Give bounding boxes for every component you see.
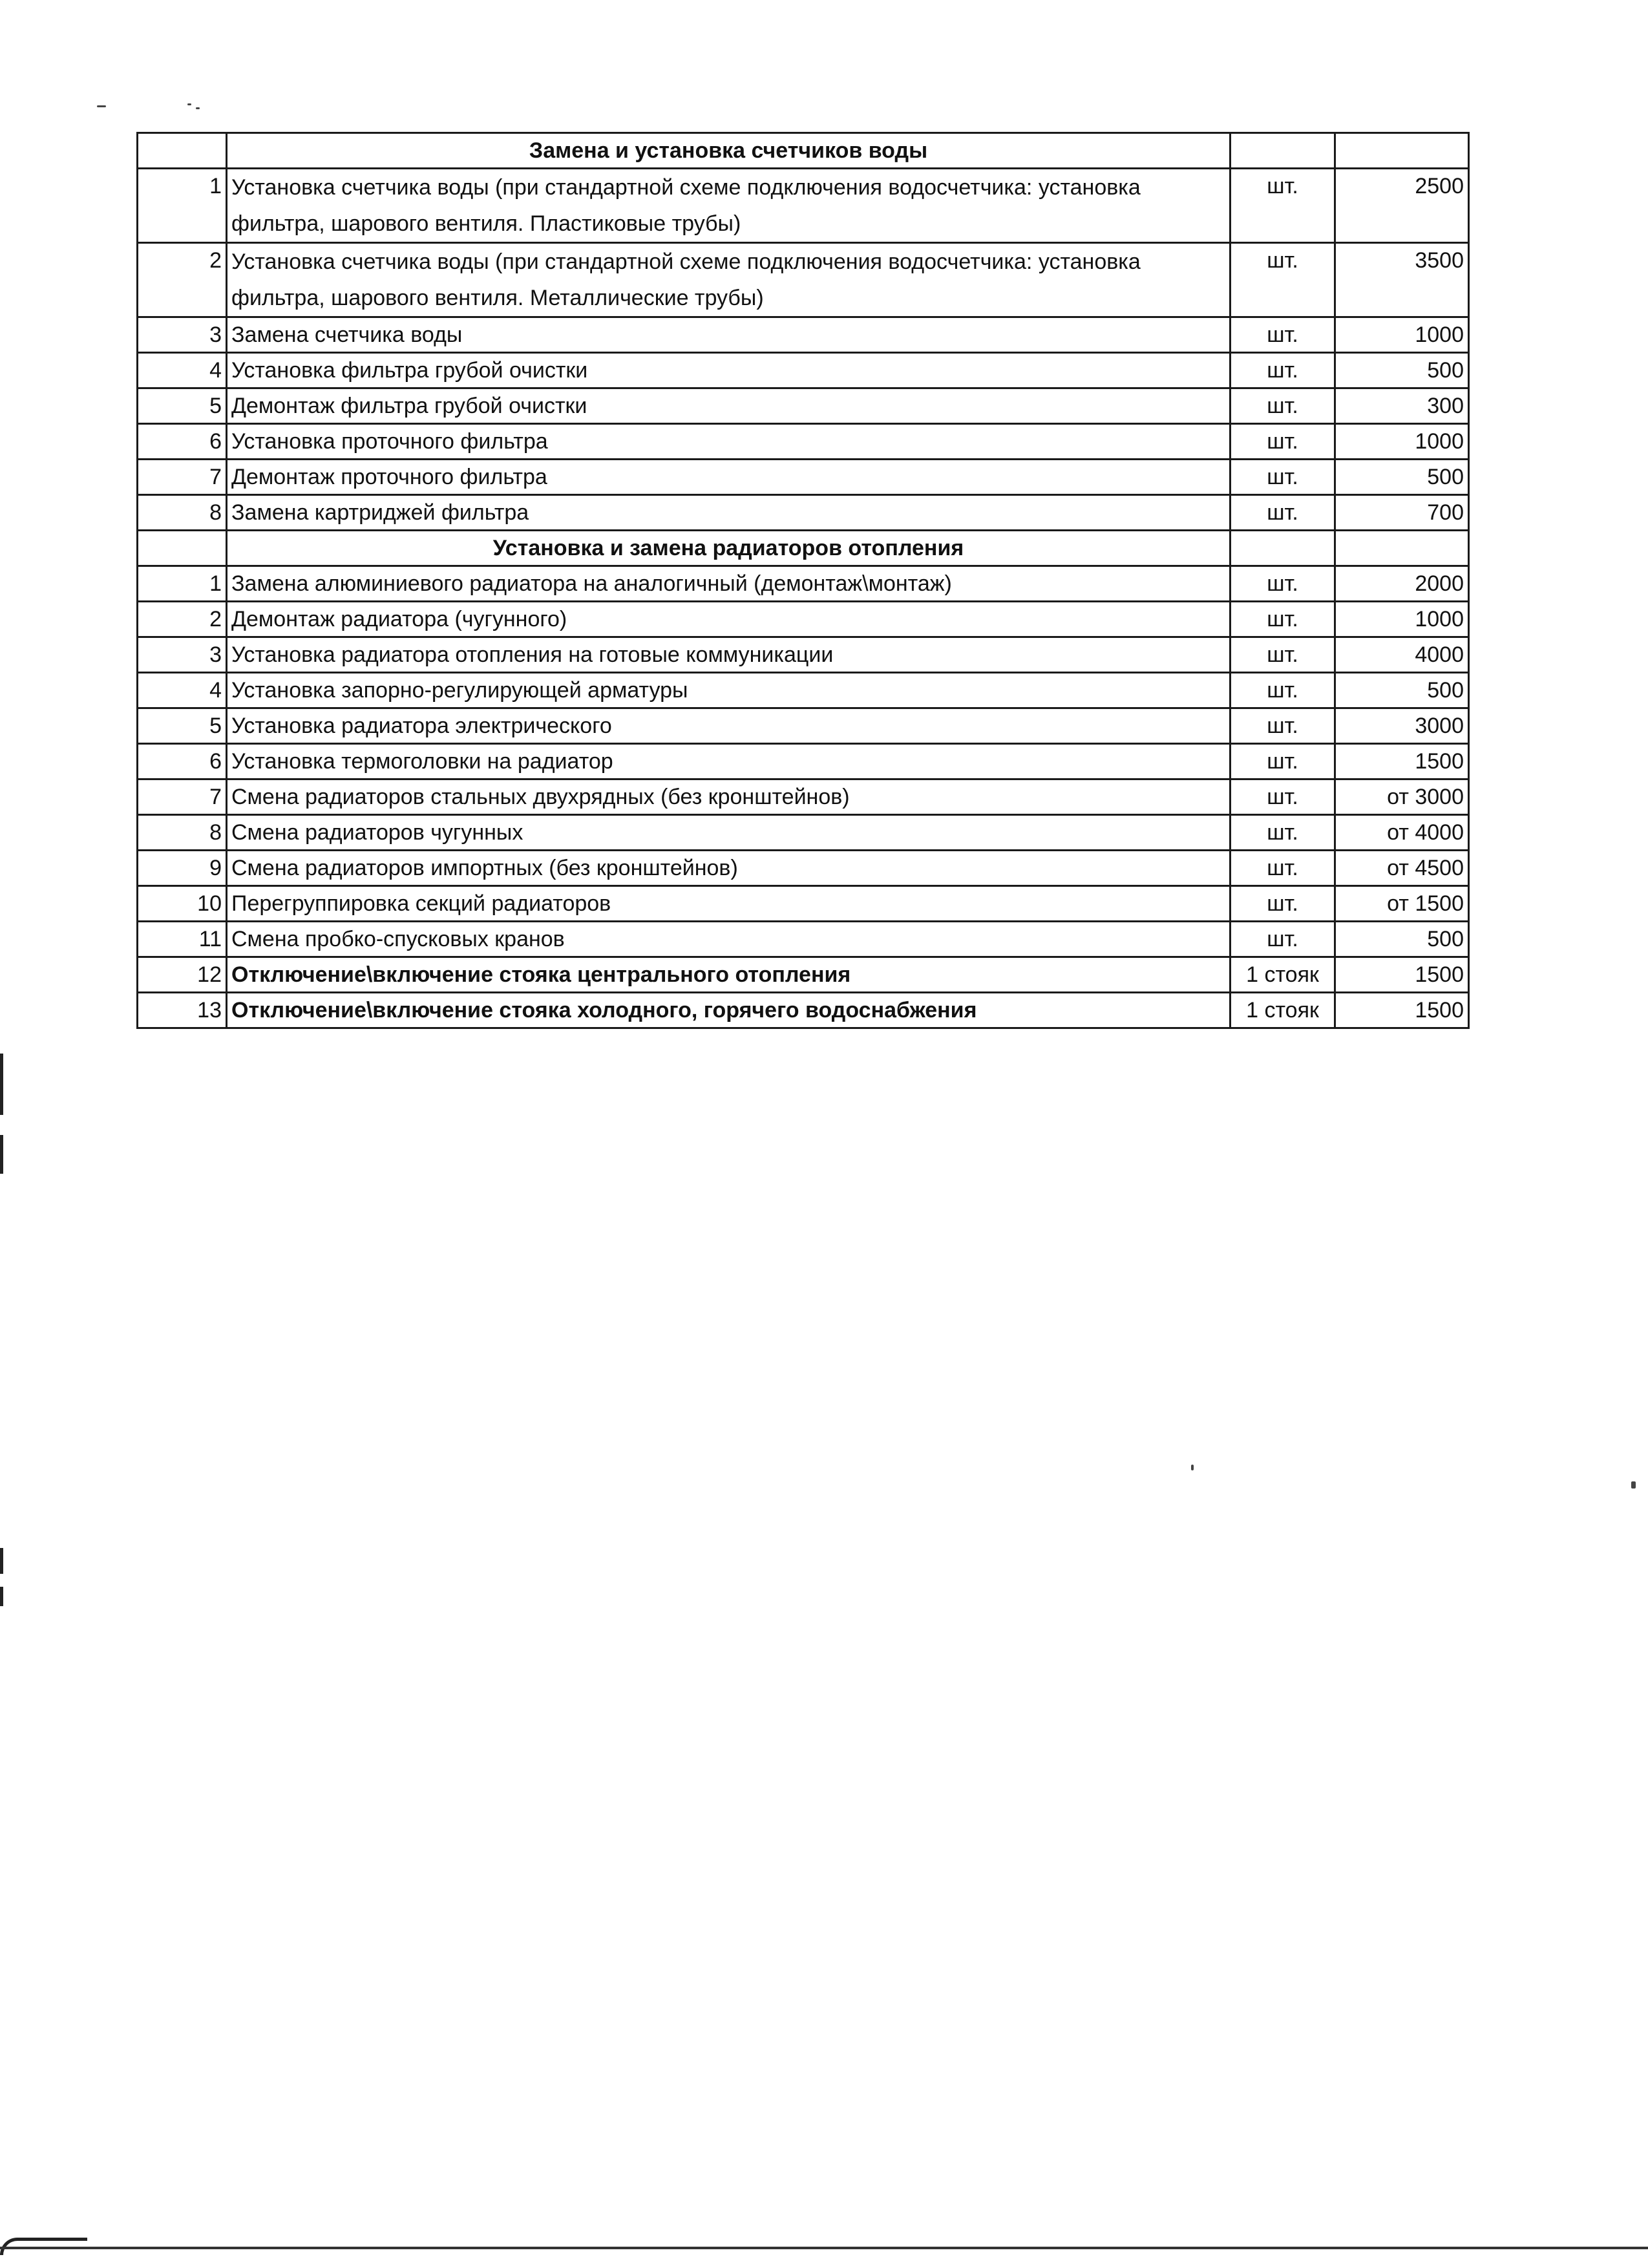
scan-speck [97,105,106,107]
service-name: Смена радиаторов чугунных [227,815,1231,851]
unit-cell: шт. [1231,673,1335,708]
price-cell: 1000 [1335,602,1469,637]
service-name: Замена картриджей фильтра [227,495,1231,531]
table-row [138,851,1469,886]
service-name: Установка радиатора отопления на готовые коммуникации [227,637,1231,673]
row-number: 3 [138,317,227,353]
service-name: Установка радиатора электрического [227,708,1231,744]
row-number: 6 [138,744,227,779]
empty-cell [1335,133,1469,169]
service-name: Замена счетчика воды [227,317,1231,353]
table-row [138,602,1469,637]
unit-cell: шт. [1231,815,1335,851]
table-row [138,637,1469,673]
row-number: 11 [138,922,227,957]
price-cell: от 4000 [1335,815,1469,851]
table-row [138,317,1469,353]
price-cell: от 3000 [1335,779,1469,815]
service-name: Смена радиаторов стальных двухрядных (без кронштейнов) [227,779,1231,815]
table-row [138,460,1469,495]
section-header-row [138,531,1469,566]
row-number: 6 [138,424,227,460]
price-cell: 700 [1335,495,1469,531]
service-name: Замена алюминиевого радиатора на аналогичный (демонтаж\монтаж) [227,566,1231,602]
row-number: 5 [138,388,227,424]
service-name: Демонтаж фильтра грубой очистки [227,388,1231,424]
empty-cell [138,133,227,169]
table-row [138,993,1469,1028]
table-row [138,673,1469,708]
empty-cell [1231,531,1335,566]
table-row [138,922,1469,957]
unit-cell: 1 стояк [1231,957,1335,993]
unit-cell: шт. [1231,637,1335,673]
service-name: Установка термоголовки на радиатор [227,744,1231,779]
price-cell: 500 [1335,673,1469,708]
table-row [138,353,1469,388]
table-row [138,957,1469,993]
scan-speck [1191,1465,1194,1470]
scan-edge-mark [0,1054,3,1115]
service-name: Демонтаж радиатора (чугунного) [227,602,1231,637]
section-title: Установка и замена радиаторов отопления [227,531,1231,566]
price-cell: от 4500 [1335,851,1469,886]
unit-cell: шт. [1231,460,1335,495]
row-number: 12 [138,957,227,993]
scan-speck [187,103,191,105]
row-number: 4 [138,353,227,388]
price-cell: 2500 [1335,169,1469,243]
row-number: 4 [138,673,227,708]
section-header-row [138,133,1469,169]
service-name: Установка запорно-регулирующей арматуры [227,673,1231,708]
table-row [138,708,1469,744]
price-cell: 300 [1335,388,1469,424]
table-row [138,886,1469,922]
row-number: 8 [138,815,227,851]
unit-cell: шт. [1231,317,1335,353]
scan-edge-mark [0,1135,3,1174]
price-cell: 500 [1335,460,1469,495]
empty-cell [1231,133,1335,169]
row-number: 9 [138,851,227,886]
section-title: Замена и установка счетчиков воды [227,133,1231,169]
price-cell: 500 [1335,922,1469,957]
service-name: Смена радиаторов импортных (без кронштейнов) [227,851,1231,886]
service-name: Установка фильтра грубой очистки [227,353,1231,388]
unit-cell: шт. [1231,922,1335,957]
empty-cell [1335,531,1469,566]
unit-cell: шт. [1231,566,1335,602]
price-cell: 3000 [1335,708,1469,744]
service-name: Установка счетчика воды (при стандартной схеме подключения водосчетчика: установка фильтра, шарового вентиля. Металлические трубы) [227,243,1231,317]
scan-edge-mark [0,1548,3,1574]
table-row [138,744,1469,779]
table-row [138,495,1469,531]
service-name: Смена пробко-спусковых кранов [227,922,1231,957]
table-row [138,566,1469,602]
price-table [136,132,1470,1029]
unit-cell: шт. [1231,243,1335,317]
scan-bottom-line [0,2247,1648,2249]
unit-cell: шт. [1231,388,1335,424]
unit-cell: 1 стояк [1231,993,1335,1028]
unit-cell: шт. [1231,886,1335,922]
row-number: 5 [138,708,227,744]
unit-cell: шт. [1231,602,1335,637]
price-cell: 1000 [1335,317,1469,353]
service-name: Установка счетчика воды (при стандартной схеме подключения водосчетчика: установка фильтра, шарового вентиля. Пластиковые трубы) [227,169,1231,243]
table-row [138,169,1469,243]
unit-cell: шт. [1231,708,1335,744]
price-cell: 1500 [1335,957,1469,993]
row-number: 7 [138,460,227,495]
service-name: Демонтаж проточного фильтра [227,460,1231,495]
unit-cell: шт. [1231,169,1335,243]
row-number: 3 [138,637,227,673]
unit-cell: шт. [1231,744,1335,779]
price-cell: 1000 [1335,424,1469,460]
service-name: Перегруппировка секций радиаторов [227,886,1231,922]
unit-cell: шт. [1231,353,1335,388]
price-cell: 2000 [1335,566,1469,602]
unit-cell: шт. [1231,851,1335,886]
service-name: Отключение\включение стояка центрального отопления [227,957,1231,993]
row-number: 13 [138,993,227,1028]
table-row [138,779,1469,815]
price-cell: 500 [1335,353,1469,388]
table-row [138,243,1469,317]
price-cell: 3500 [1335,243,1469,317]
table-row [138,815,1469,851]
service-name: Отключение\включение стояка холодного, горячего водоснабжения [227,993,1231,1028]
empty-cell [138,531,227,566]
price-cell: 4000 [1335,637,1469,673]
table-row [138,424,1469,460]
scan-speck [196,107,200,109]
unit-cell: шт. [1231,495,1335,531]
row-number: 1 [138,169,227,243]
row-number: 7 [138,779,227,815]
service-name: Установка проточного фильтра [227,424,1231,460]
row-number: 10 [138,886,227,922]
row-number: 8 [138,495,227,531]
price-cell: 1500 [1335,744,1469,779]
price-table-body [138,133,1469,1028]
scan-edge-mark [0,1587,3,1606]
row-number: 1 [138,566,227,602]
unit-cell: шт. [1231,424,1335,460]
row-number: 2 [138,243,227,317]
price-cell: от 1500 [1335,886,1469,922]
scan-speck [1631,1481,1636,1489]
table-row [138,388,1469,424]
unit-cell: шт. [1231,779,1335,815]
row-number: 2 [138,602,227,637]
price-cell: 1500 [1335,993,1469,1028]
